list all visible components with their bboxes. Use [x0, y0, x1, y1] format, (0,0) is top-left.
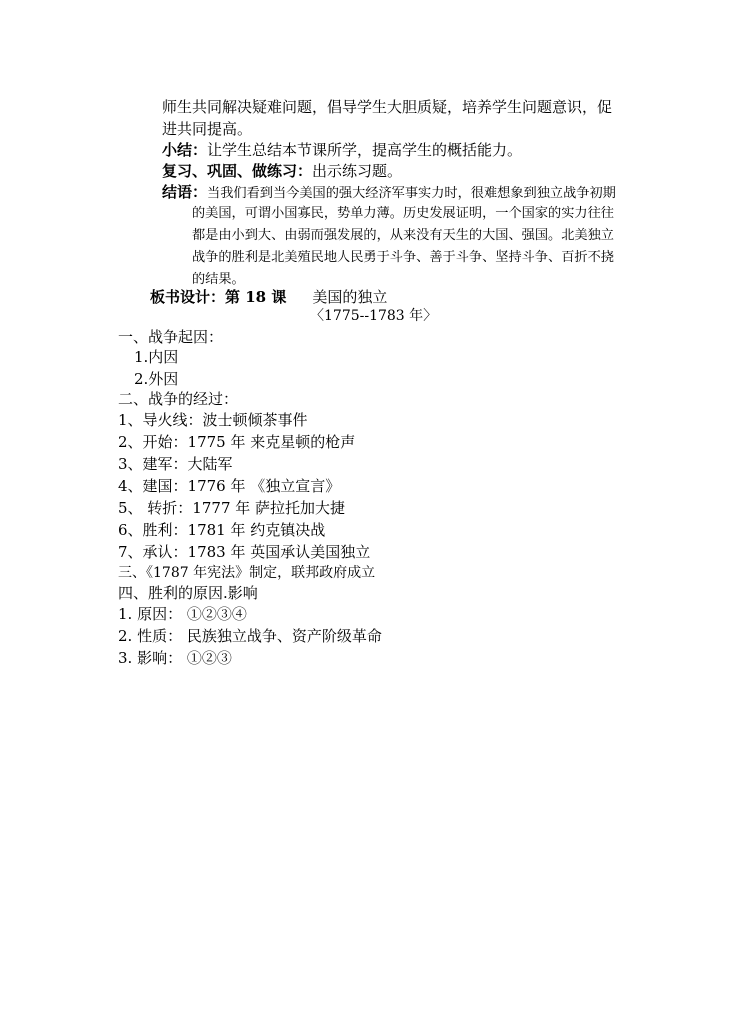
outline-item: 4、建国：1776 年 《独立宣言》	[118, 477, 341, 495]
conclusion-label: 结语：	[162, 183, 208, 201]
review-label: 复习、巩固、做练习：	[162, 162, 313, 180]
outline-item: 1.内因	[134, 348, 179, 366]
conclusion-line-4: 战争的胜利是北美殖民地人民勇于斗争、善于斗争、坚持斗争、百折不挠	[192, 250, 614, 265]
outline-item: 2.外因	[134, 370, 179, 388]
board-years: 〈1775--1783 年〉	[310, 308, 438, 324]
outline-item: 3. 影响： ①②③	[118, 649, 232, 667]
conclusion-line-1	[162, 181, 616, 205]
outline-item: 1、导火线：波士顿倾茶事件	[118, 411, 308, 429]
intro-line-1: 师生共同解决疑难问题，倡导学生大胆质疑，培养学生问题意识，促	[162, 98, 613, 116]
board-label: 板书设计：	[150, 288, 226, 306]
conclusion-text-1: 当我们看到当今美国的强大经济军事实力时，很难想象到独立战争初期	[207, 186, 616, 201]
outline-section-4: 四、胜利的原因.影响	[118, 584, 258, 602]
board-title: 美国的独立	[312, 288, 388, 306]
outline-item: 6、胜利：1781 年 约克镇决战	[118, 521, 326, 539]
outline-item: 5、 转折：1777 年 萨拉托加大捷	[118, 499, 346, 517]
outline-item: 2、开始：1775 年 来克星顿的枪声	[118, 433, 356, 451]
outline-section-2: 二、战争的经过：	[118, 390, 239, 408]
conclusion-line-2: 的美国，可谓小国寡民，势单力薄。历史发展证明，一个国家的实力往往	[192, 206, 614, 221]
outline-section-3: 三、《1787 年宪法》制定，联邦政府成立	[118, 565, 376, 581]
conclusion-line-3: 都是由小到大、由弱而强发展的，从来没有天生的大国、强国。北美独立	[192, 228, 614, 243]
outline-item: 3、建军：大陆军	[118, 455, 233, 473]
intro-line-2: 进共同提高。	[162, 120, 253, 138]
conclusion-line-5: 的结果。	[192, 272, 245, 287]
board-lesson: 第 18 课	[225, 288, 287, 306]
summary-label: 小结：	[162, 141, 208, 159]
summary-paragraph	[162, 139, 522, 161]
outline-item: 1. 原因： ①②③④	[118, 605, 247, 623]
review-text: 出示练习题。	[312, 162, 403, 180]
outline-section-1: 一、战争起因：	[118, 328, 224, 346]
outline-item: 7、承认：1783 年 英国承认美国独立	[118, 543, 371, 561]
summary-text: 让学生总结本节课所学，提高学生的概括能力。	[207, 141, 523, 159]
outline-item: 2. 性质： 民族独立战争、资产阶级革命	[118, 627, 382, 645]
review-paragraph	[162, 160, 402, 182]
